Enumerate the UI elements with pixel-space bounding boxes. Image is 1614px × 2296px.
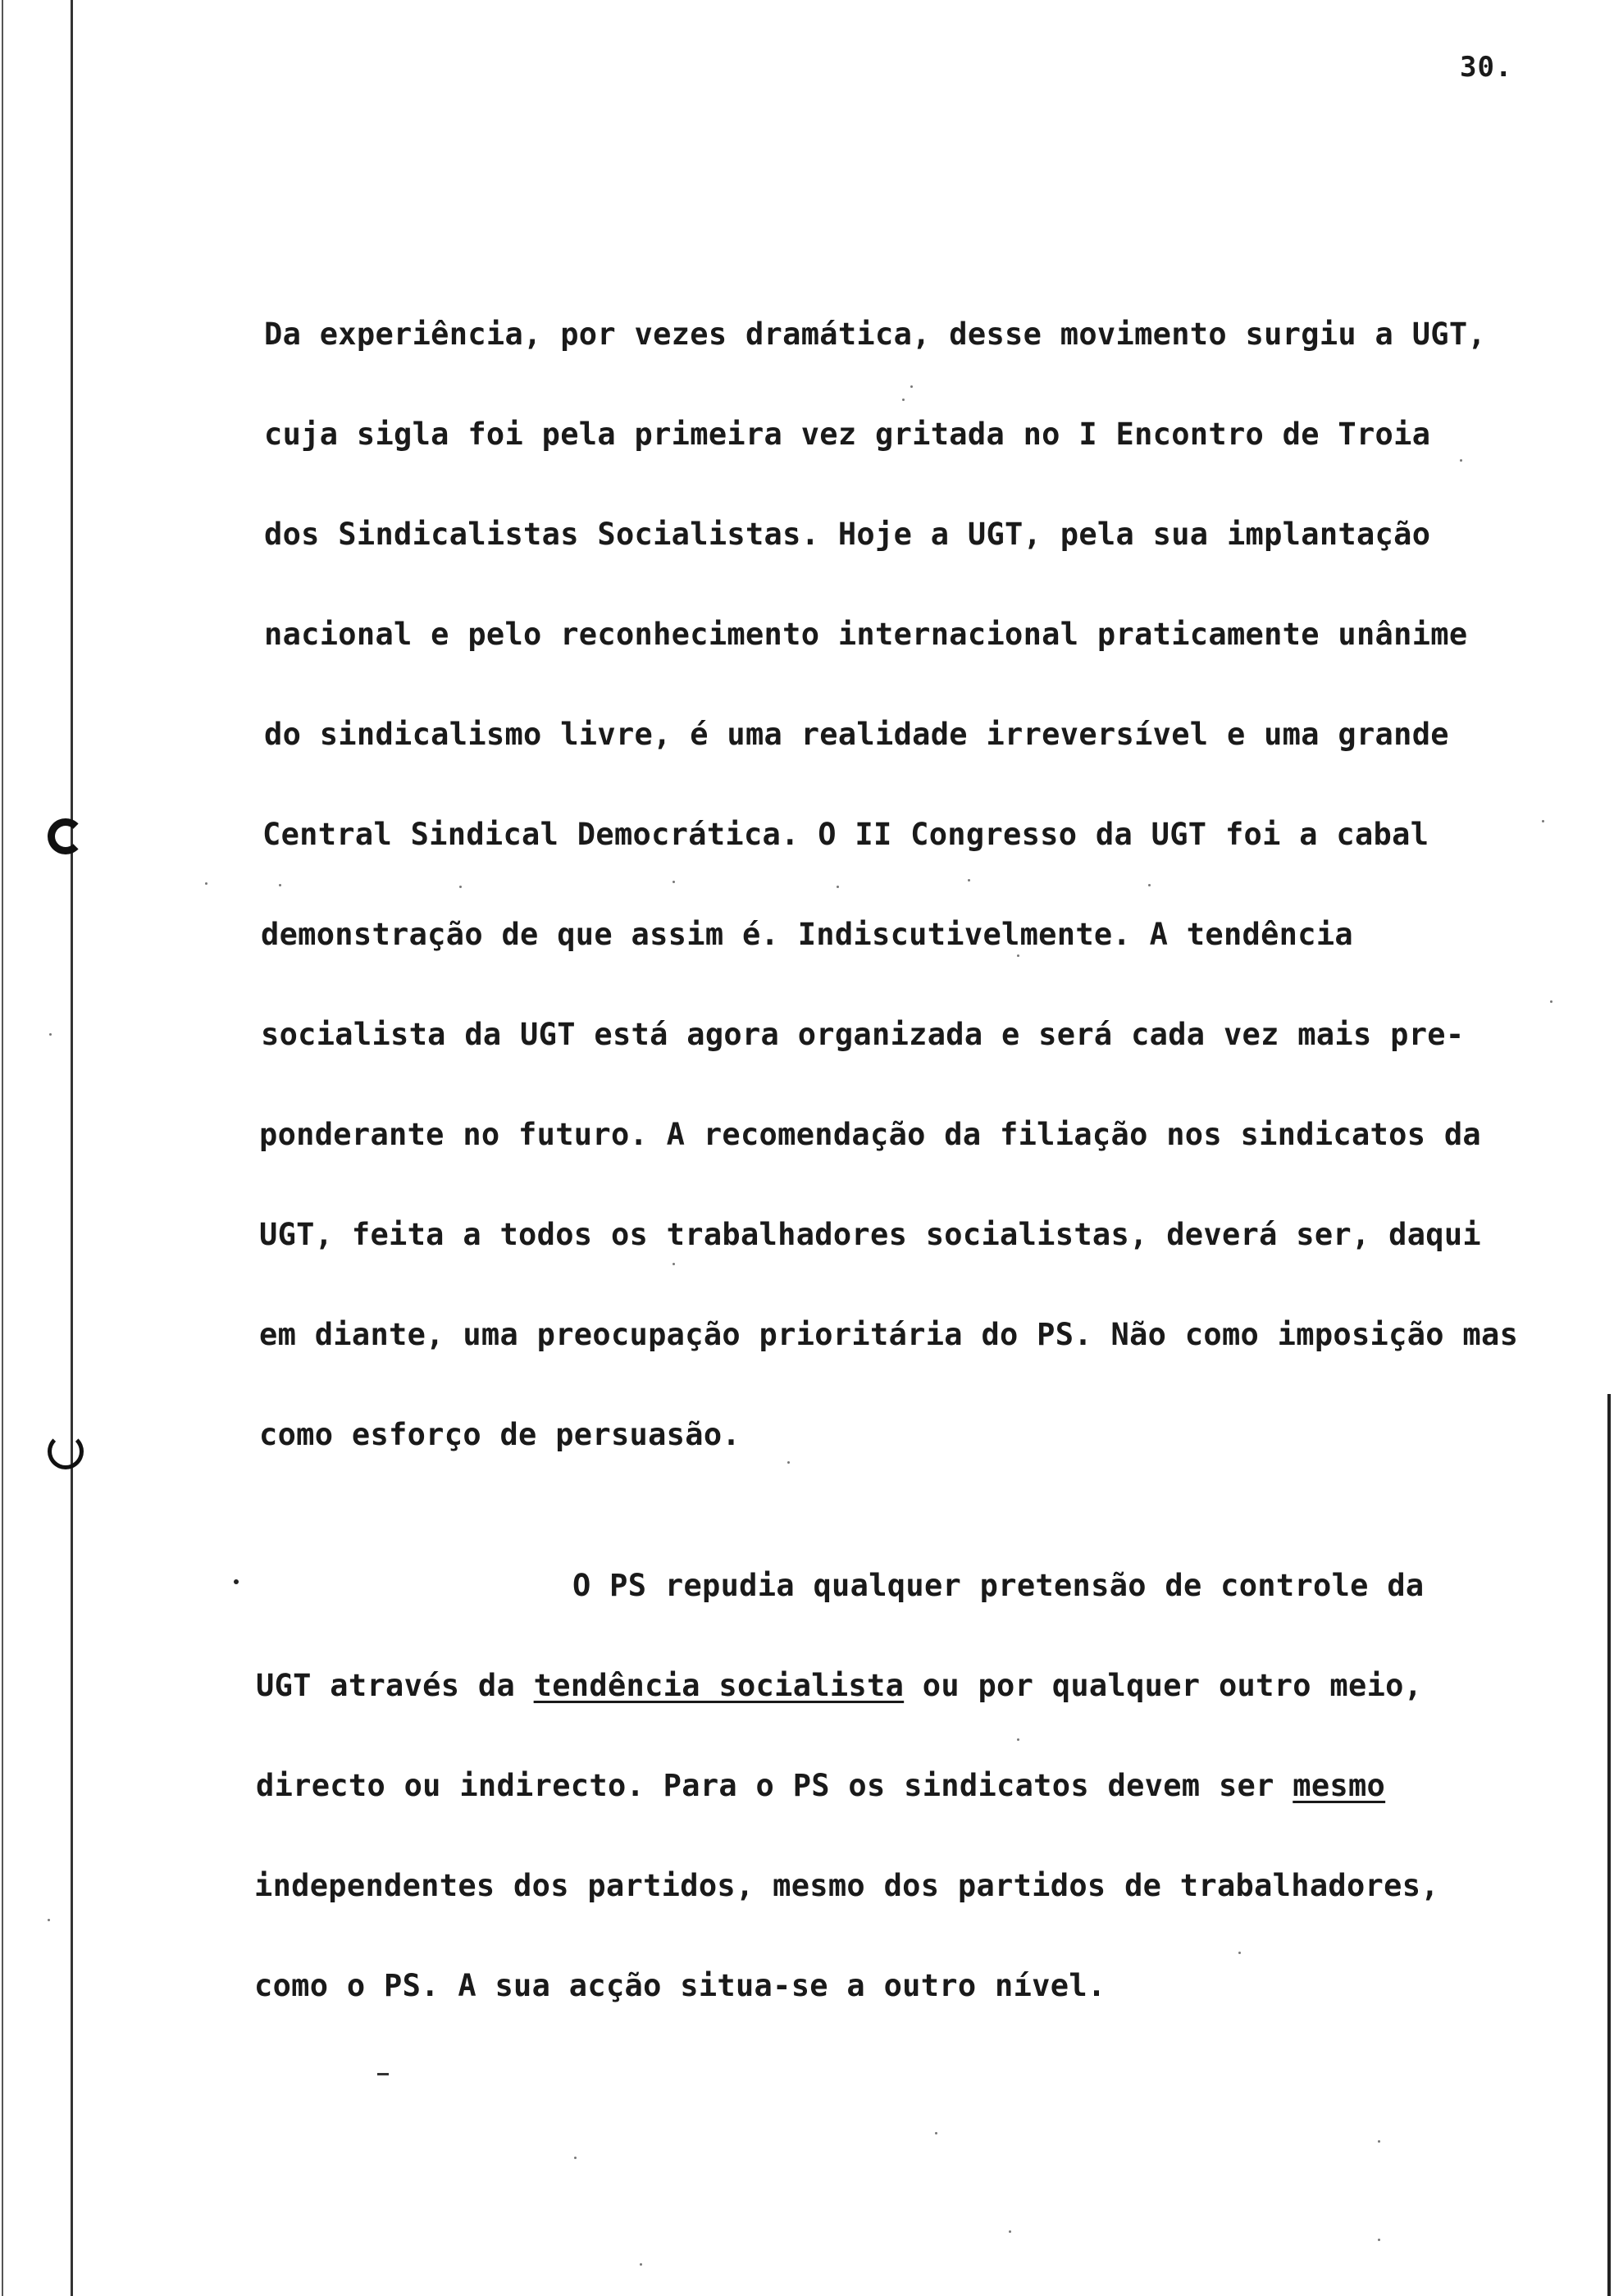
speck (935, 2132, 937, 2134)
text-line: UGT, feita a todos os trabalhadores socialistas, deverá ser, daqui (259, 1217, 1482, 1252)
punch-hole-icon (48, 1433, 84, 1469)
underlined-text: tendência socialista (533, 1668, 905, 1703)
speck (1378, 2140, 1380, 2143)
speck (459, 886, 462, 888)
text-line: Da experiência, por vezes dramática, desse movimento surgiu a UGT, (264, 317, 1487, 352)
text-line: cuja sigla foi pela primeira vez gritada no I Encontro de Troia (264, 417, 1431, 452)
underlined-text: mesmo (1293, 1768, 1386, 1803)
speck (672, 881, 675, 883)
text-line: como esforço de persuasão. (259, 1417, 741, 1452)
text-line: ponderante no futuro. A recomendação da filiação nos sindicatos da (259, 1117, 1482, 1152)
punch-hole-icon (48, 818, 84, 854)
speck (672, 1263, 675, 1265)
speck (1378, 2239, 1380, 2241)
stray-mark (234, 1579, 239, 1584)
speck (1017, 954, 1019, 957)
speck (48, 1919, 50, 1921)
speck (205, 882, 207, 885)
text-line: em diante, uma preocupação prioritária do PS. Não como imposição mas (259, 1317, 1519, 1352)
text-line: socialista da UGT está agora organizada e será cada vez mais pre- (261, 1017, 1465, 1052)
speck (49, 1033, 52, 1036)
speck (1009, 2230, 1011, 2233)
text-line (256, 1768, 1385, 1803)
speck (1550, 1000, 1552, 1003)
left-page-edge (2, 0, 3, 2296)
text-line: demonstração de que assim é. Indiscutivelmente. A tendência (261, 917, 1353, 952)
right-margin-line (1607, 1394, 1611, 2296)
text-line: dos Sindicalistas Socialistas. Hoje a UGT, pela sua implantação (264, 517, 1431, 552)
text-segment: UGT através da (256, 1668, 534, 1703)
speck (1460, 459, 1462, 462)
speck (902, 399, 905, 401)
speck (968, 879, 970, 882)
speck (1238, 1952, 1241, 1954)
text-line: O PS repudia qualquer pretensão de controle da (572, 1568, 1425, 1603)
text-segment: directo ou indirecto. Para o PS os sindicatos devem ser (256, 1768, 1293, 1803)
speck (279, 884, 281, 886)
text-line: nacional e pelo reconhecimento internacional praticamente unânime (264, 617, 1468, 652)
left-margin-line (71, 0, 73, 2296)
text-line (256, 1668, 1422, 1703)
stray-mark (377, 2073, 389, 2075)
speck (1017, 1738, 1019, 1741)
text-segment: ou por qualquer outro meio, (904, 1668, 1423, 1703)
text-line: Central Sindical Democrática. O II Congresso da UGT foi a cabal (262, 817, 1429, 852)
speck (787, 1461, 790, 1464)
text-line: independentes dos partidos, mesmo dos partidos de trabalhadores, (254, 1868, 1439, 1903)
page-number: 30. (1460, 51, 1513, 84)
speck (837, 886, 839, 888)
speck (640, 2263, 642, 2266)
text-line: como o PS. A sua acção situa-se a outro nível. (254, 1968, 1106, 2003)
text-line: do sindicalismo livre, é uma realidade irreversível e uma grande (264, 717, 1449, 752)
speck (1148, 884, 1151, 886)
speck (1542, 820, 1544, 822)
speck (574, 2157, 577, 2159)
speck (910, 385, 913, 388)
